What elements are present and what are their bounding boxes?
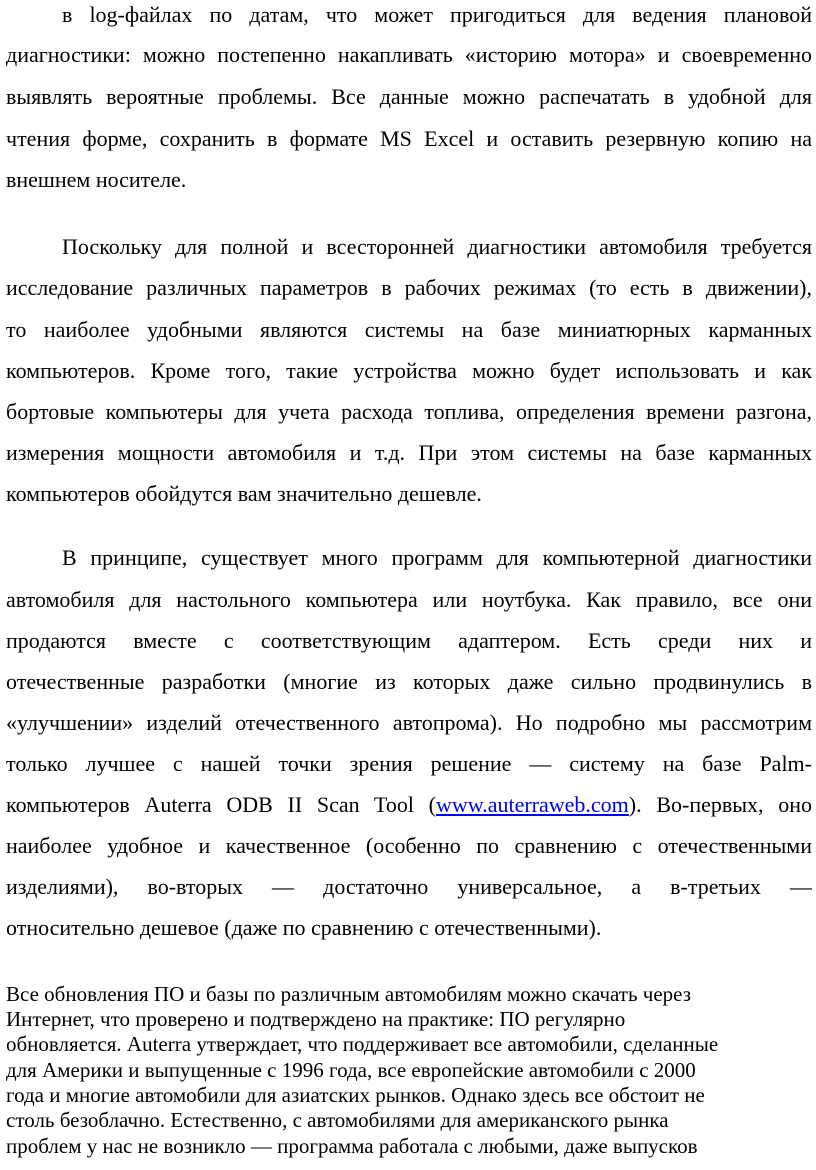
text-line: столь безоблачно. Естественно, с автомобилями для американского рынка xyxy=(6,1108,669,1132)
text-line: в log-файлах по датам, что может пригодиться для ведения плановой xyxy=(62,2,812,27)
text-line: Интернет, что проверено и подтверждено на практике: ПО регулярно xyxy=(6,1007,626,1031)
text-line: диагностики: можно постепенно накапливать «историю мотора» и своевременно xyxy=(6,42,812,67)
text-line: автомобиля для настольного компьютера или ноутбука. Как правило, все они xyxy=(6,587,812,612)
text-line: для Америки и выпущенные с 1996 года, все европейские автомобили с 2000 xyxy=(6,1058,696,1082)
text-line: года и многие автомобили для азиатских рынков. Однако здесь все обстоит не xyxy=(6,1083,705,1107)
text-line: исследование различных параметров в рабочих режимах (то есть в движении), xyxy=(6,275,812,300)
text-line: относительно дешевое (даже по сравнению с отечественными). xyxy=(6,915,602,940)
text-line: продаются вместе с соответствующим адаптером. Есть среди них и xyxy=(6,628,812,653)
text-line: измерения мощности автомобиля и т.д. При этом системы на базе карманных xyxy=(6,440,812,465)
text-line: бортовые компьютеры для учета расхода топлива, определения времени разгона, xyxy=(6,399,812,424)
text-line: Все обновления ПО и базы по различным автомобилям можно скачать через xyxy=(6,982,692,1006)
text-line: В принципе, существует много программ для компьютерной диагностики xyxy=(62,545,812,570)
text-line: внешнем носителе. xyxy=(6,167,187,192)
text-line: наиболее удобное и качественное (особенно по сравнению с отечественными xyxy=(6,833,812,858)
text-line: только лучшее с нашей точки зрения решение — систему на базе Palm- xyxy=(6,751,812,776)
text-line-with-link xyxy=(6,792,812,818)
text-line: обновляется. Auterra утверждает, что поддерживает все автомобили, сделанные xyxy=(6,1032,719,1056)
text-line: компьютеров. Кроме того, такие устройства можно будет использовать и как xyxy=(6,358,812,383)
text-line: компьютеров обойдутся вам значительно дешевле. xyxy=(6,481,482,506)
text-line: чтения форме, сохранить в формате MS Excel и оставить резервную копию на xyxy=(6,126,812,151)
text-line: проблем у нас не возникло — программа работала с любыми, даже выпусков xyxy=(6,1134,698,1158)
auterraweb-link[interactable]: www.auterraweb.com xyxy=(435,792,629,817)
text-line: то наиболее удобными являются системы на базе миниатюрных карманных xyxy=(6,317,812,342)
text-line: Поскольку для полной и всесторонней диагностики автомобиля требуется xyxy=(62,234,812,259)
text-line: изделиями), во-вторых — достаточно универсальное, а в-третьих — xyxy=(6,874,812,899)
text-line: отечественные разработки (многие из которых даже сильно продвинулись в xyxy=(6,669,812,694)
text-line: выявлять вероятные проблемы. Все данные можно распечатать в удобной для xyxy=(6,84,812,109)
text-segment: компьютеров Auterra ODB II Scan Tool ( xyxy=(6,792,436,817)
text-segment: ). Во-первых, оно xyxy=(628,792,812,817)
text-line: «улучшении» изделий отечественного автопрома). Но подробно мы рассмотрим xyxy=(6,710,812,735)
